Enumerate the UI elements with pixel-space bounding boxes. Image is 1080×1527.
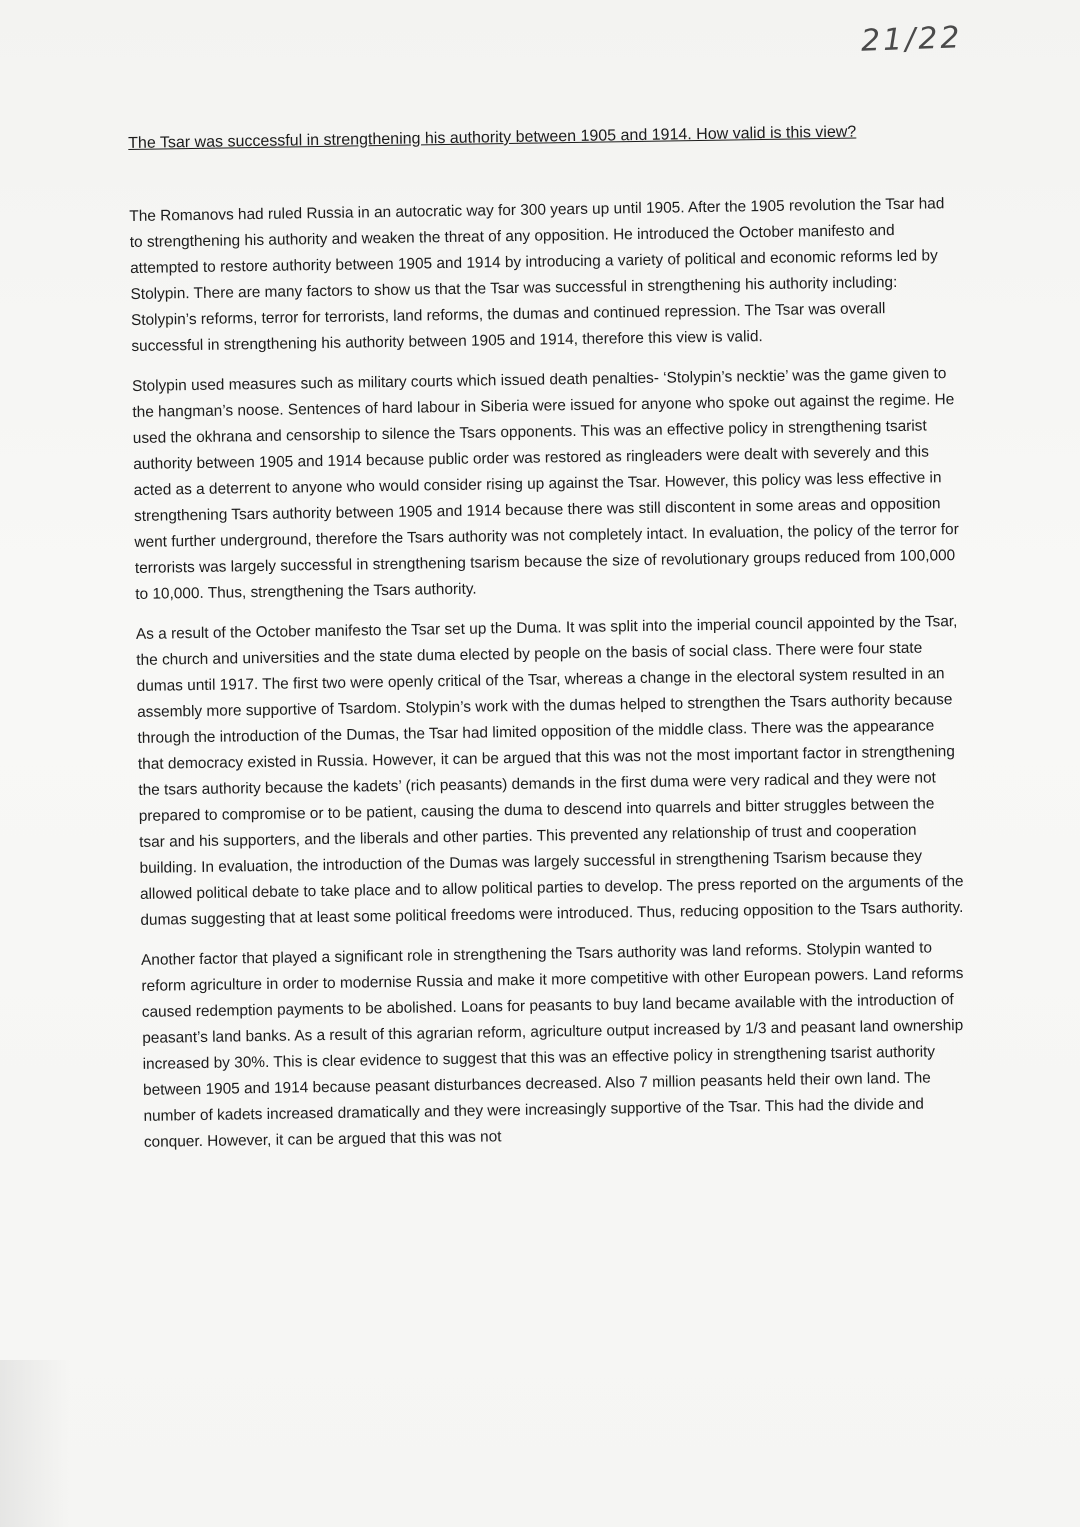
essay-title: The Tsar was successful in strengthening his authority between 1905 and 1914. How valid is this view? <box>128 123 857 152</box>
paragraph-land-reforms: Another factor that played a significant role in strengthening the Tsars authority was land reforms. Stolypin wanted to reform agriculture in order to modernise Russia and make it more competitive with other European powers. Land reforms caused redemption payments to be abolished. Loans for peasants to buy land became available with the introduction of peasant’s land banks. As a result of this agrarian reform, agriculture output increased by 1/3 and peasant land ownership increased by 30%. This is clear evidence to suggest that this was an effective policy in strengthening tsarist authority between 1905 and 1914 because peasant disturbances decreased. Also 7 million peasants held their own land. The number of kadets increased dramatically and they were increasingly supportive of the Tsar. This had the divide and conquer. However, it can be argued that this was not <box>140 939 964 1151</box>
page-shadow <box>0 1360 70 1527</box>
essay-content <box>128 117 969 1170</box>
page-number: 21/22 <box>859 20 963 59</box>
paragraph-dumas: As a result of the October manifesto the Tsar set up the Duma. It was split into the imperial council appointed by the Tsar, the church and universities and the state duma elected by people on the basis of social class. There were four state dumas until 1917. The first two were openly critical of the Tsar, whereas a change in the electoral system resulted in an assembly more supportive of Tsardom. Stolypin’s work with the dumas helped to strengthen the Tsars authority because through the introduction of the Dumas, the Tsar had limited opposition of the middle class. There was the appearance that democracy existed in Russia. However, it can be argued that this was not the most important factor in strengthening the tsars authority because the kadets’ (rich peasants) demands in the first duma were very radical and they were not prepared to compromise or to be patient, causing the duma to descend into quarrels and bitter struggles between the tsar and his supporters, and the liberals and other parties. This prevented any relationship of trust and cooperation building. In evaluation, the introduction of the Dumas was largely successful in strengthening Tsarism because they allowed political debate to take place and to allow political parties to develop. The press reported on the arguments of the dumas suggesting that at least some political freedoms were introduced. Thus, reducing opposition to the Tsars authority. <box>135 613 964 929</box>
paragraph-introduction: The Romanovs had ruled Russia in an autocratic way for 300 years up until 1905. After the 1905 revolution the Tsar had to strengthening his authority and weaken the threat of any opposition. He introduced the October manifesto and attempted to restore authority between 1905 and 1914 by introducing a variety of political and economic reforms led by Stolypin. There are many factors to show us that the Tsar was successful in strengthening his authority including: Stolypin’s reforms, terror for terrorists, land reforms, the dumas and continued repression. The Tsar was overall successful in strengthening his authority between 1905 and 1914, therefore this view is valid. <box>129 195 945 355</box>
paragraph-repression: Stolypin used measures such as military courts which issued death penalties- ‘Stolypin’s necktie’ was the game given to the hangman’s noose. Sentences of hard labour in Siberia were issued for anyone who spoke out against the regime. He used the okhrana and censorship to silence the Tsars opponents. This was an effective policy in strengthening tsarist authority between 1905 and 1914 because public order was restored as ringleaders were dealt with severely and this acted as a deterrent to anyone who would consider rising up against the Tsar. However, this policy was less effective in strengthening Tsars authority between 1905 and 1914 because there was still discontent in some areas and opposition went further underground, therefore the Tsars authority was not completely intact. In evaluation, the policy of the terror for terrorists was largely successful in strengthening tsarism because the size of revolutionary groups reduced from 100,000 to 10,000. Thus, strengthening the Tsars authority. <box>131 365 959 603</box>
